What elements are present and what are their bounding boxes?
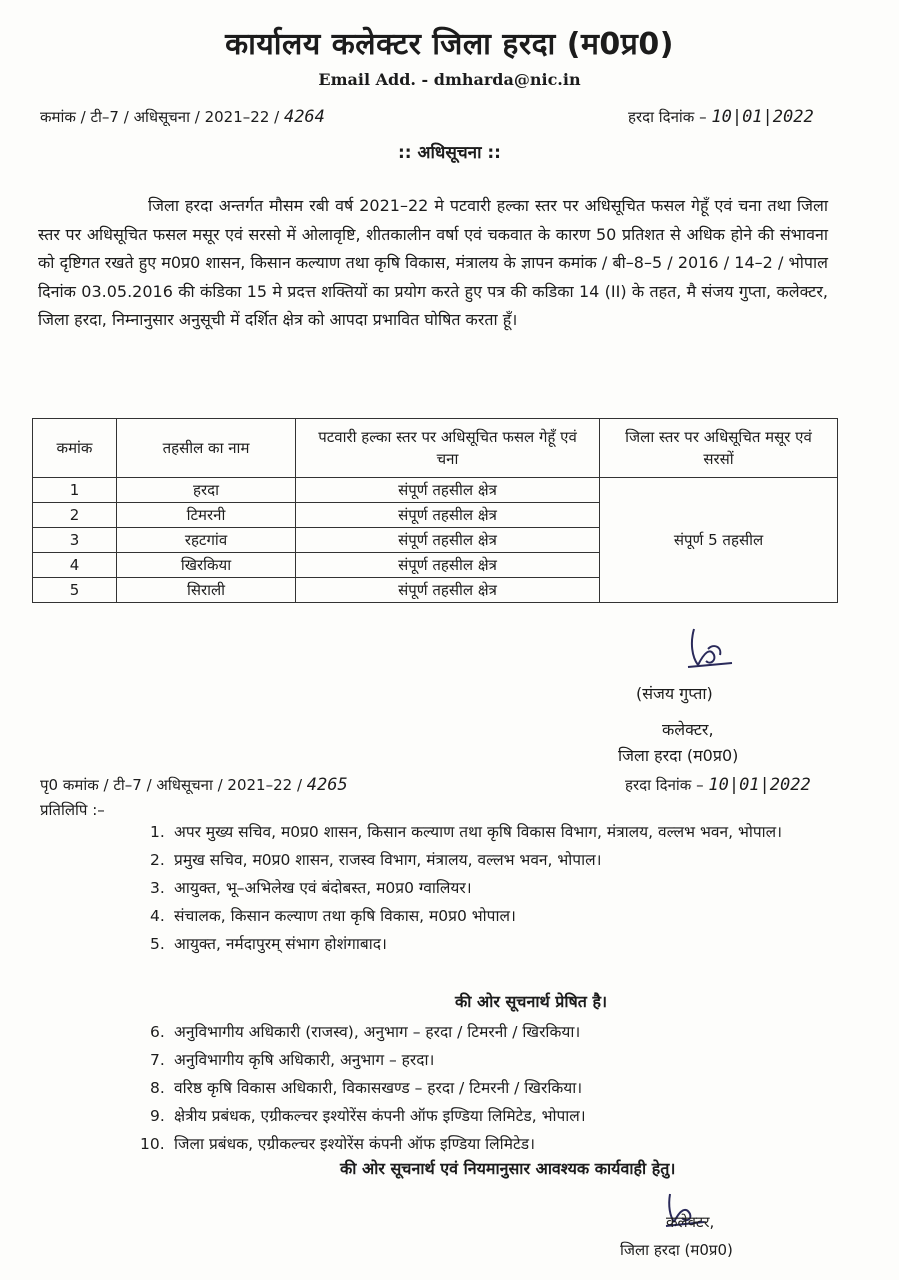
list-item bbox=[150, 1020, 850, 1045]
endorsement-date bbox=[625, 775, 811, 795]
signatory-office-2: जिला हरदा (म0प्र0) bbox=[620, 1241, 733, 1259]
list-item-number: 10. bbox=[140, 1135, 165, 1153]
list-item-text: अपर मुख्य सचिव, म0प्र0 शासन, किसान कल्याण तथा कृषि विकास विभाग, मंत्रालय, वल्लभ भवन, भोपाल। bbox=[174, 823, 783, 841]
signatory-office: जिला हरदा (म0प्र0) bbox=[618, 746, 739, 765]
cell-patwari-area: संपूर्ण तहसील क्षेत्र bbox=[296, 503, 600, 528]
list-item-text: आयुक्त, नर्मदापुरम् संभाग होशंगाबाद। bbox=[174, 935, 387, 953]
list-item-text: आयुक्त, भू–अभिलेख एवं बंदोबस्त, म0प्र0 ग्वालियर। bbox=[174, 879, 472, 897]
list-item-number: 6. bbox=[150, 1023, 165, 1041]
list-item bbox=[150, 932, 850, 957]
list-item-number: 1. bbox=[150, 823, 165, 841]
order-reference bbox=[40, 107, 325, 127]
cell-sno: 4 bbox=[33, 553, 117, 578]
table-row bbox=[33, 478, 838, 503]
list-item-number: 7. bbox=[150, 1051, 165, 1069]
signatory-name: (संजय गुप्ता) bbox=[636, 684, 713, 703]
cell-tehsil: रहटगांव bbox=[117, 528, 296, 553]
col-header-district: जिला स्तर पर अधिसूचित मसूर एवं सरसों bbox=[600, 419, 838, 478]
cell-tehsil: टिमरनी bbox=[117, 503, 296, 528]
signatory-designation: कलेक्टर, bbox=[662, 720, 714, 739]
endorsement-reference-prefix: पृ0 कमांक / टी–7 / अधिसूचना / 2021–22 / bbox=[40, 776, 307, 794]
list-item-text: अनुविभागीय अधिकारी (राजस्व), अनुभाग – हरदा / टिमरनी / खिरकिया। bbox=[174, 1023, 581, 1041]
list-item bbox=[150, 904, 850, 929]
list-item-number: 8. bbox=[150, 1079, 165, 1097]
list-item bbox=[150, 1104, 850, 1129]
notification-body: जिला हरदा अन्तर्गत मौसम रबी वर्ष 2021–22 मे पटवारी हल्का स्तर पर अधिसूचित फसल गेहूँ एवं चना तथा जिला स्तर पर अधिसूचित फसल मसूर एवं सरसो में ओलावृष्टि, शीतकालीन वर्षा एवं चकवात के कारण 50 प्रतिशत से अधिक होने की संभावना को दृष्टिगत रखते हुए म0प्र0 शासन, किसान कल्याण तथा कृषि विकास, मंत्रालय के ज्ञापन कमांक / बी–8–5 / 2016 / 14–2 / भोपाल दिनांक 03.05.2016 की कंडिका 15 मे प्रदत्त शक्तियों का प्रयोग करते हुए पत्र की कडिका 14 (II) के तहत, मै संजय गुप्ता, कलेक्टर, जिला हरदा, निम्नानुसार अनुसूची में दर्शित क्षेत्र को आपदा प्रभावित घोषित करता हूँ। bbox=[38, 196, 828, 330]
list-item bbox=[150, 820, 850, 845]
list-item bbox=[150, 876, 850, 901]
order-reference-number: 4264 bbox=[283, 107, 325, 127]
signatory-designation-2: कलेक्टर, bbox=[666, 1213, 715, 1231]
order-reference-prefix: कमांक / टी–7 / अधिसूचना / 2021–22 / bbox=[40, 108, 284, 126]
list-item bbox=[150, 1076, 850, 1101]
copy-list-group-1 bbox=[150, 820, 850, 960]
cell-sno: 1 bbox=[33, 478, 117, 503]
copy-to-label: प्रतिलिपि :– bbox=[40, 801, 105, 819]
list-item-text: वरिष्ठ कृषि विकास अधिकारी, विकासखण्ड – हरदा / टिमरनी / खिरकिया। bbox=[174, 1079, 583, 1097]
list-item-number: 4. bbox=[150, 907, 165, 925]
email-address: Email Add. - dmharda@nic.in bbox=[318, 70, 581, 89]
list-item-number: 5. bbox=[150, 935, 165, 953]
list-item bbox=[140, 1132, 850, 1157]
office-title: कार्यालय कलेक्टर जिला हरदा (म0प्र0) bbox=[225, 27, 674, 62]
cell-tehsil: हरदा bbox=[117, 478, 296, 503]
cell-patwari-area: संपूर्ण तहसील क्षेत्र bbox=[296, 528, 600, 553]
cell-patwari-area: संपूर्ण तहसील क्षेत्र bbox=[296, 478, 600, 503]
forward-note-2: की ओर सूचनार्थ एवं नियमानुसार आवश्यक कार्यवाही हेतु। bbox=[340, 1159, 676, 1178]
endorsement-reference bbox=[40, 775, 348, 795]
cell-tehsil: खिरकिया bbox=[117, 553, 296, 578]
subject-heading: :: अधिसूचना :: bbox=[397, 143, 501, 163]
list-item-text: अनुविभागीय कृषि अधिकारी, अनुभाग – हरदा। bbox=[174, 1051, 435, 1069]
order-date-prefix: हरदा दिनांक – bbox=[628, 108, 707, 126]
list-item-text: प्रमुख सचिव, म0प्र0 शासन, राजस्व विभाग, मंत्रालय, वल्लभ भवन, भोपाल। bbox=[174, 851, 602, 869]
cell-sno: 2 bbox=[33, 503, 117, 528]
copy-list-group-2 bbox=[140, 1020, 850, 1160]
table-header-row bbox=[33, 419, 838, 478]
forward-note-1: की ओर सूचनार्थ प्रेषित है। bbox=[455, 992, 608, 1011]
endorsement-date-value: 10|01|2022 bbox=[708, 775, 811, 795]
list-item-text: क्षेत्रीय प्रबंधक, एग्रीकल्चर इश्योरेंस कंपनी ऑफ इण्डिया लिमिटेड, भोपाल। bbox=[174, 1107, 586, 1125]
list-item-number: 3. bbox=[150, 879, 165, 897]
col-header-patwari: पटवारी हल्का स्तर पर अधिसूचित फसल गेहूँ एवं चना bbox=[296, 419, 600, 478]
endorsement-date-prefix: हरदा दिनांक – bbox=[625, 776, 704, 794]
cell-tehsil: सिराली bbox=[117, 578, 296, 603]
cell-sno: 5 bbox=[33, 578, 117, 603]
order-date-value: 10|01|2022 bbox=[711, 107, 814, 127]
list-item-number: 2. bbox=[150, 851, 165, 869]
cell-sno: 3 bbox=[33, 528, 117, 553]
signature-mark-icon bbox=[680, 625, 740, 680]
list-item bbox=[150, 1048, 850, 1073]
col-header-tehsil: तहसील का नाम bbox=[117, 419, 296, 478]
col-header-sno: कमांक bbox=[33, 419, 117, 478]
cell-patwari-area: संपूर्ण तहसील क्षेत्र bbox=[296, 578, 600, 603]
endorsement-reference-number: 4265 bbox=[306, 775, 348, 795]
list-item-number: 9. bbox=[150, 1107, 165, 1125]
order-date bbox=[628, 107, 814, 127]
schedule-table bbox=[32, 418, 838, 603]
list-item bbox=[150, 848, 850, 873]
list-item-text: संचालक, किसान कल्याण तथा कृषि विकास, म0प्र0 भोपाल। bbox=[174, 907, 516, 925]
cell-district-area: संपूर्ण 5 तहसील bbox=[600, 478, 838, 603]
list-item-text: जिला प्रबंधक, एग्रीकल्चर इश्योरेंस कंपनी ऑफ इण्डिया लिमिटेड। bbox=[174, 1135, 535, 1153]
cell-patwari-area: संपूर्ण तहसील क्षेत्र bbox=[296, 553, 600, 578]
